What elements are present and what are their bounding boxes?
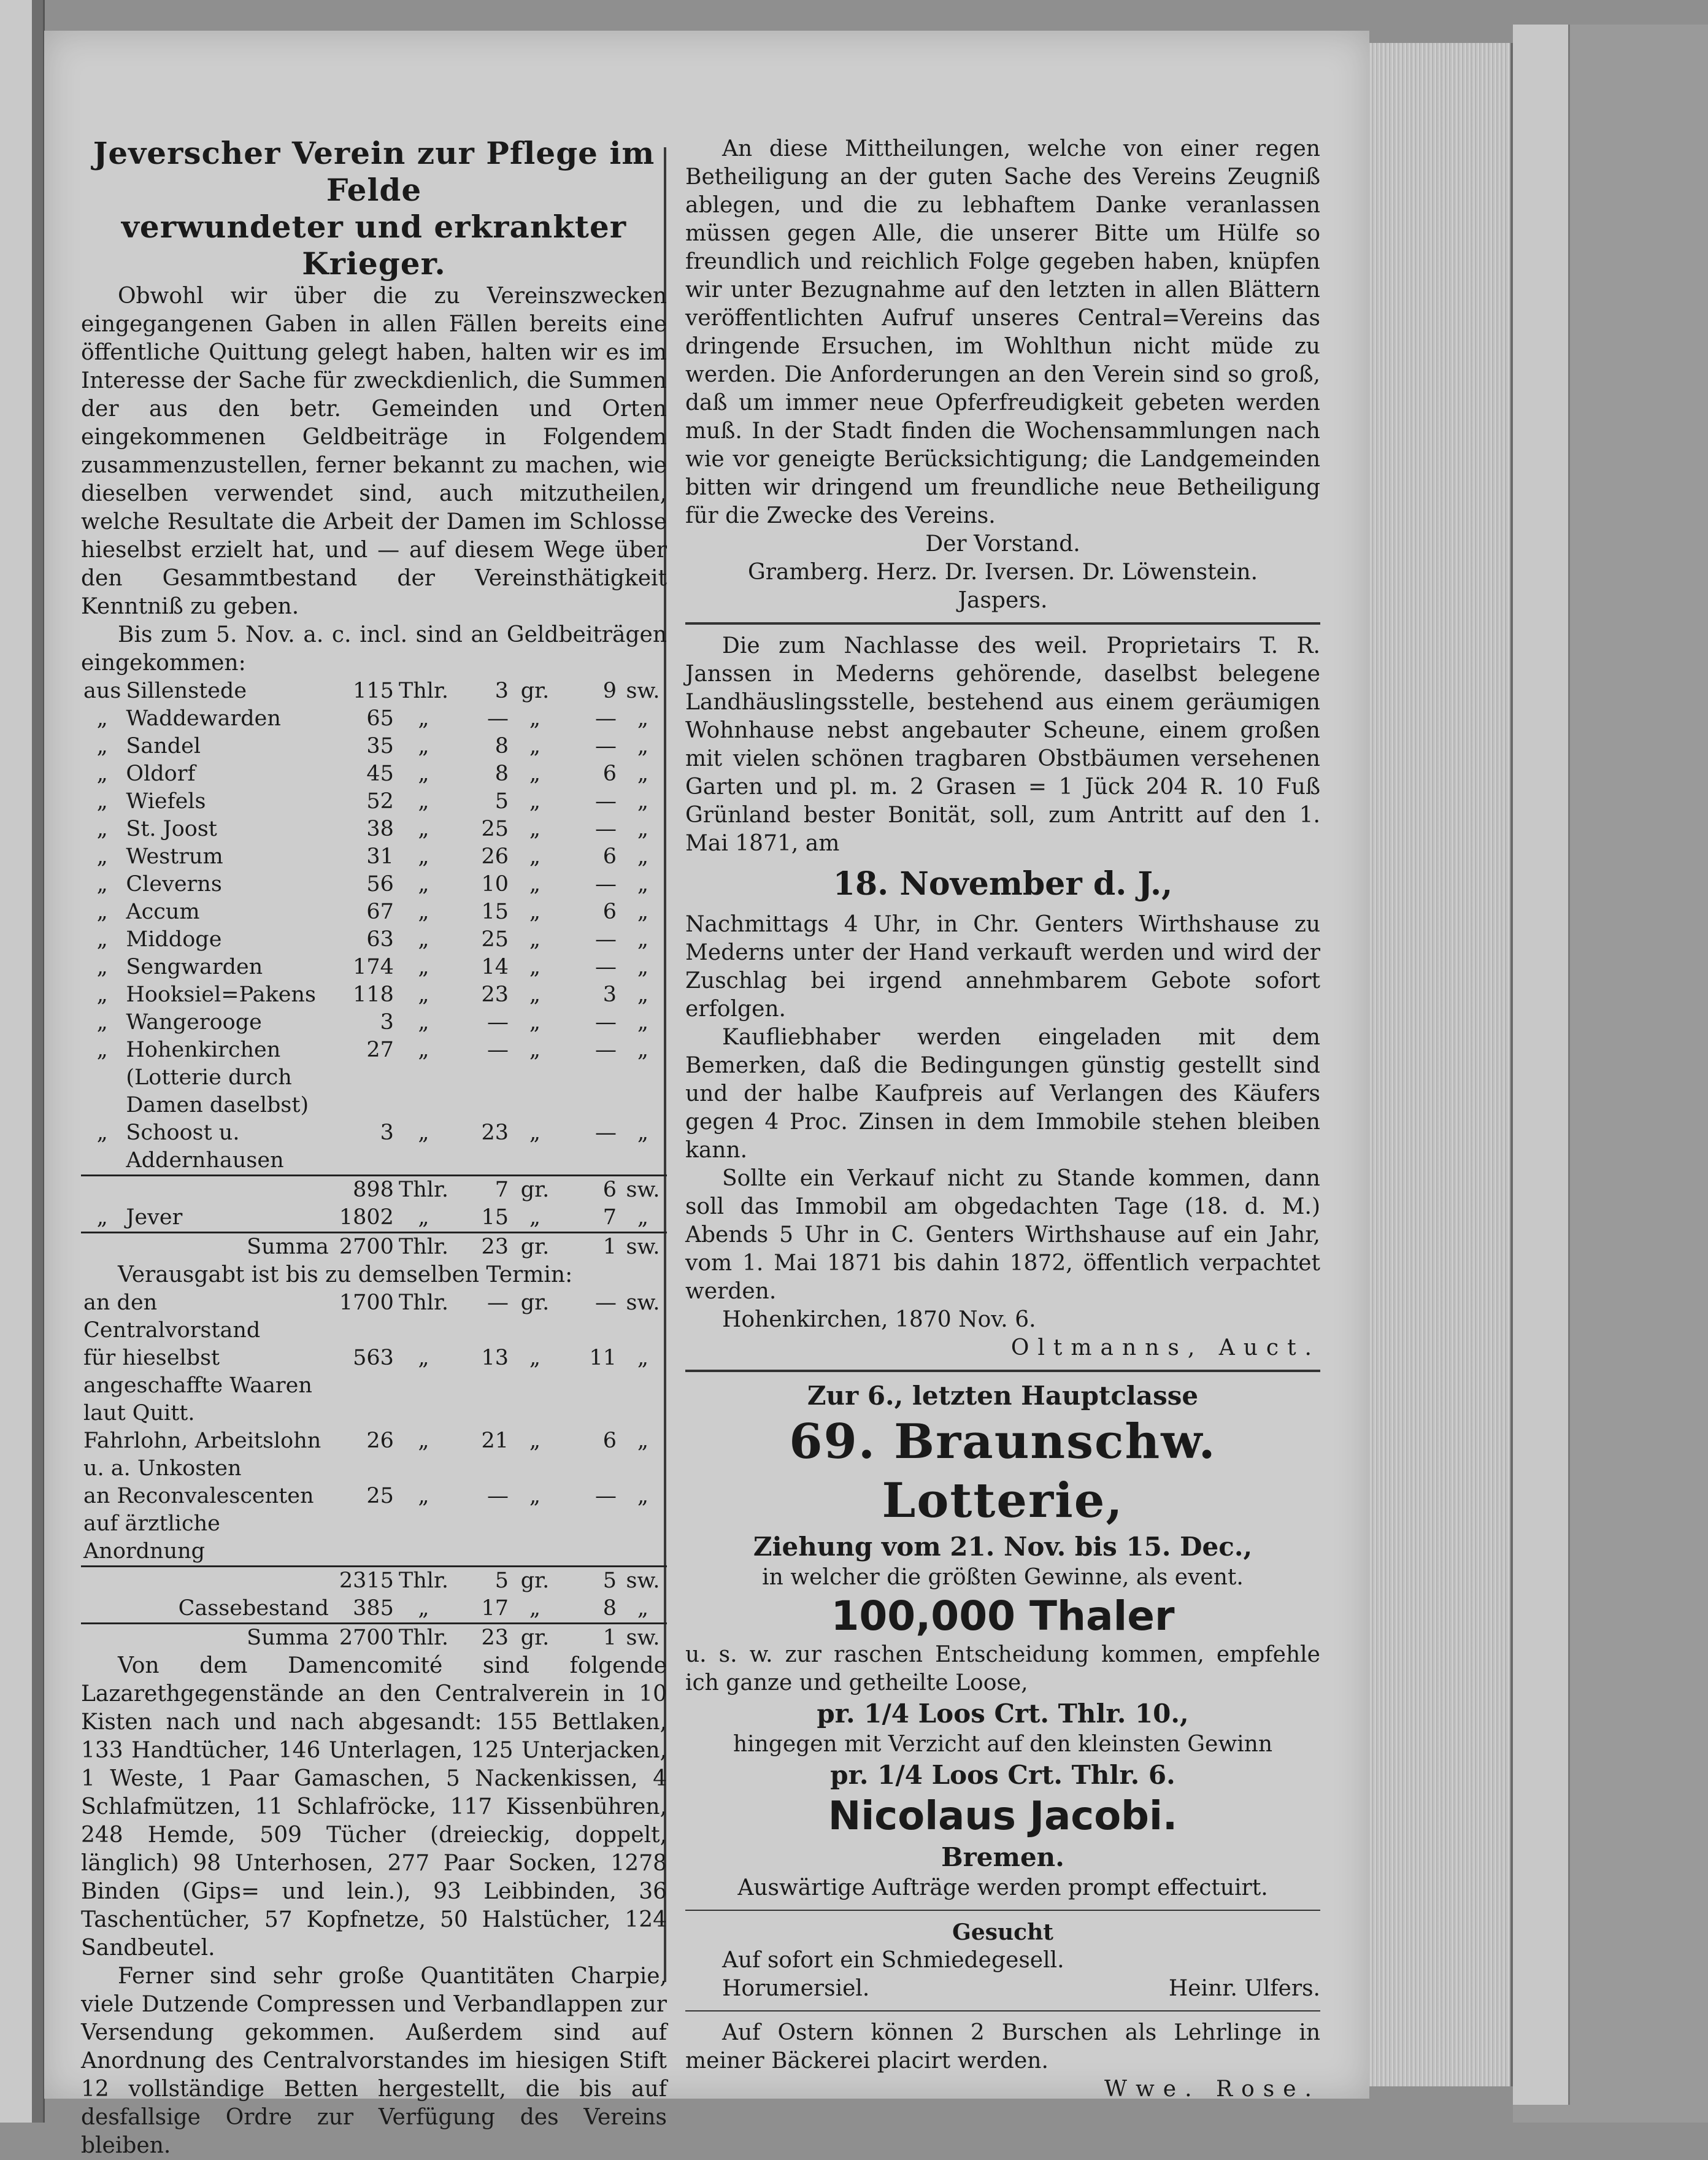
ditto-mark: „ [96, 872, 108, 897]
groschen-amount: 23 [481, 982, 509, 1007]
thaler-amount: 27 [366, 1038, 394, 1062]
thaler-unit: „ [418, 927, 429, 952]
schwaren-unit: „ [637, 734, 649, 758]
place-name: Accum [126, 900, 200, 924]
previous-page-edge [0, 0, 45, 2123]
groschen-unit: „ [529, 927, 541, 952]
divider [685, 622, 1320, 625]
income-row [81, 705, 667, 733]
thaler-amount: 38 [366, 817, 394, 841]
ditto-mark: „ [96, 762, 108, 786]
thaler-amount: 3 [380, 1120, 394, 1145]
place-name: Oldorf [126, 762, 196, 786]
groschen-unit: „ [529, 762, 541, 786]
thaler-amount: 63 [366, 927, 394, 952]
thaler-amount: 1700 [339, 1290, 394, 1315]
schwaren-amount: 6 [602, 900, 617, 924]
groschen-unit: „ [529, 1484, 541, 1508]
thaler-unit: „ [418, 1038, 429, 1062]
lottery-text-2: hingegen mit Verzicht auf den kleinsten Gewinn [733, 1732, 1273, 1757]
groschen-unit: „ [529, 817, 541, 841]
expense-row [81, 1344, 667, 1427]
place-name: Wiefels [126, 789, 206, 814]
thaler-unit: „ [418, 872, 429, 897]
article-headline-line-2: verwundeter und erkrankter Krieger. [121, 209, 627, 282]
thaler-unit: „ [418, 1484, 429, 1508]
schwaren-unit: „ [637, 927, 649, 952]
ditto-mark: „ [96, 955, 108, 979]
thaler-amount: 65 [366, 706, 394, 731]
income-subtotal-row: 898 Thlr. 7 gr. 6 sw. [81, 1176, 667, 1205]
place-name: Sillenstede [126, 679, 247, 703]
schwaren-amount: — [595, 1290, 617, 1315]
place-name: Hohenkirchen (Lotterie durch Damen daselbst) [126, 1038, 309, 1117]
expense-sum-row: 2315 Thlr. 5 gr. 5 sw. [81, 1567, 667, 1595]
sale-place-date: Hohenkirchen, 1870 Nov. 6. [722, 1307, 1036, 1332]
groschen-amount: 10 [481, 872, 509, 897]
wanted-place-name: Horumersiel. [722, 1976, 870, 2001]
schwaren-amount: — [595, 734, 617, 758]
income-row [81, 1036, 667, 1119]
expense-row [81, 1289, 667, 1344]
schwaren-amount: — [595, 955, 617, 979]
cash-balance-row: Cassebestand 385 „ 17 „ 8 „ [178, 1596, 649, 1621]
place-name: Wangerooge [126, 1010, 262, 1035]
book-cover [1513, 25, 1708, 2123]
groschen-unit: „ [529, 982, 541, 1007]
income-row [81, 981, 667, 1009]
lottery-city: Bremen. [941, 1842, 1064, 1872]
groschen-amount: 5 [494, 789, 509, 814]
lottery-prize: 100,000 Thaler [831, 1592, 1175, 1640]
income-row [81, 677, 667, 705]
jever-row: „ Jever 1802 „ 15 „ 7 „ [96, 1205, 649, 1230]
thaler-amount: 45 [366, 762, 394, 786]
groschen-unit: gr. [520, 679, 550, 703]
ditto-mark: „ [96, 706, 108, 731]
schwaren-unit: sw. [626, 1290, 660, 1315]
groschen-unit: „ [529, 789, 541, 814]
thaler-amount: 52 [366, 789, 394, 814]
wanted-text: Auf sofort ein Schmiedegesell. [722, 1948, 1064, 1973]
place-name: Hooksiel=Pakens [126, 982, 316, 1007]
schwaren-amount: — [595, 927, 617, 952]
lottery-note: Auswärtige Aufträge werden prompt effectuirt. [737, 1875, 1268, 1900]
groschen-unit: „ [529, 955, 541, 979]
schwaren-amount: — [595, 789, 617, 814]
expense-name: an Reconvalescenten auf ärztliche Anordnung [83, 1484, 314, 1564]
schwaren-unit: „ [637, 762, 649, 786]
groschen-amount: 14 [481, 955, 509, 979]
thaler-unit: Thlr. [398, 1290, 448, 1315]
thaler-unit: „ [418, 734, 429, 758]
lottery-heading: Zur 6., letzten Hauptclasse [807, 1381, 1199, 1411]
thaler-amount: 115 [353, 679, 394, 703]
income-row [81, 926, 667, 954]
schwaren-unit: „ [637, 706, 649, 731]
thaler-amount: 31 [366, 844, 394, 869]
page-block-edges [1369, 43, 1513, 2086]
groschen-unit: „ [529, 844, 541, 869]
spent-intro: Verausgabt ist bis zu demselben Termin: [118, 1262, 573, 1287]
groschen-unit: „ [529, 1120, 541, 1145]
schwaren-unit: „ [637, 1346, 649, 1370]
groschen-unit: „ [529, 734, 541, 758]
schwaren-amount: 3 [602, 982, 617, 1007]
intro-paragraph: Obwohl wir über die zu Vereinszwecken eingegangenen Gaben in allen Fällen bereits eine öffentliche Quittung gelegt haben, halten wir es im Interesse der Sache für zweckdienlich, die Summen der aus den betr. Gemeinden und Orten eingekommenen Geldbeiträge in Folgendem zusammenzustellen, ferner bekannt zu machen, wie dieselben verwendet sind, auch mitzutheilen, welche Resultate die Arbeit der Damen im Schlosse hieselbst erzielt hat, und — auf diesem Wege über den Gesammtbestand der Vereinsthätigkeit Kenntniß zu geben. [81, 284, 667, 619]
schwaren-amount: — [595, 706, 617, 731]
ditto-mark: „ [96, 817, 108, 841]
cover-board [1513, 25, 1570, 2105]
thaler-unit: „ [418, 706, 429, 731]
income-row [81, 733, 667, 760]
schwaren-amount: 6 [602, 762, 617, 786]
groschen-amount: — [487, 1038, 509, 1062]
groschen-unit: gr. [520, 1290, 550, 1315]
thaler-amount: 56 [366, 872, 394, 897]
ditto-mark: aus [83, 679, 121, 703]
schwaren-amount: 9 [602, 679, 617, 703]
sale-paragraph: Die zum Nachlasse des weil. Proprietairs T. R. Janssen in Mederns gehörende, daselbst belegene Landhäuslingsstelle, bestehend aus einem geräumigen Wohnhause nebst angebauter Scheune, einem großen mit vielen schönen tragbaren Obstbäumen versehenen Garten und pl. m. 2 Grasen = 1 Jück 204 R. 10 Fuß Grünland bester Bonität, soll, zum Antritt auf den 1. Mai 1871, am [685, 633, 1320, 856]
thaler-amount: 26 [366, 1429, 394, 1453]
income-total-row: Summa 2700 Thlr. 23 gr. 1 sw. [81, 1233, 667, 1262]
groschen-unit: „ [529, 706, 541, 731]
place-name: Sengwarden [126, 955, 263, 979]
divider [685, 2010, 1320, 2012]
groschen-unit: „ [529, 1346, 541, 1370]
schwaren-amount: — [595, 872, 617, 897]
income-row [81, 871, 667, 898]
groschen-amount: — [487, 1484, 509, 1508]
thaler-unit: „ [418, 1010, 429, 1035]
expense-total-row: Summa 2700 Thlr. 23 gr. 1 sw. [81, 1624, 667, 1653]
expense-name: Fahrlohn, Arbeitslohn u. a. Unkosten [83, 1429, 321, 1481]
schwaren-unit: sw. [626, 679, 660, 703]
place-name: Westrum [126, 844, 223, 869]
lottery-price-2: pr. 1/4 Loos Crt. Thlr. 6. [830, 1760, 1175, 1790]
baker-ad: Auf Ostern können 2 Burschen als Lehrlinge in meiner Bäckerei placirt werden. [685, 2020, 1320, 2073]
groschen-unit: „ [529, 872, 541, 897]
wanted-signature: Heinr. Ulfers. [1168, 1976, 1320, 2001]
lottery-text: u. s. w. zur raschen Entscheidung kommen, empfehle ich ganze und getheilte Loose, [685, 1642, 1320, 1695]
ditto-mark: „ [96, 1120, 108, 1145]
thaler-unit: „ [418, 982, 429, 1007]
thaler-amount: 3 [380, 1010, 394, 1035]
thaler-amount: 563 [353, 1346, 394, 1370]
schwaren-amount: 6 [602, 1429, 617, 1453]
schwaren-amount: — [595, 1010, 617, 1035]
board-names: Gramberg. Herz. Dr. Iversen. Dr. Löwenstein. [747, 560, 1258, 585]
schwaren-unit: „ [637, 900, 649, 924]
lottery-draw-dates: Ziehung vom 21. Nov. bis 15. Dec., [753, 1532, 1253, 1562]
thaler-amount: 35 [366, 734, 394, 758]
groschen-amount: 13 [481, 1346, 509, 1370]
expense-name: für hieselbst angeschaffte Waaren laut Quitt. [83, 1346, 312, 1425]
lottery-firm: Nicolaus Jacobi. [828, 1794, 1178, 1839]
income-row [81, 788, 667, 816]
schwaren-unit: „ [637, 1484, 649, 1508]
ditto-mark: „ [96, 982, 108, 1007]
board-title: Der Vorstand. [925, 531, 1080, 557]
ditto-mark: „ [96, 844, 108, 869]
lottery-price-1: pr. 1/4 Loos Crt. Thlr. 10., [817, 1699, 1189, 1729]
schwaren-amount: — [595, 1484, 617, 1508]
sale-paragraph-3: Kaufliebhaber werden eingeladen mit dem Bemerken, daß die Bedingungen günstig gestellt sind und der halbe Kaufpreis auf Verlangen des Käufers gegen 4 Proc. Zinsen in dem Immobile stehen bleiben kann. [685, 1025, 1320, 1163]
groschen-amount: 26 [481, 844, 509, 869]
schwaren-unit: „ [637, 789, 649, 814]
groschen-amount: 23 [481, 1120, 509, 1145]
schwaren-amount: 11 [589, 1346, 617, 1370]
income-row [81, 760, 667, 788]
expense-row [81, 1483, 667, 1567]
thaler-unit: „ [418, 1346, 429, 1370]
groschen-amount: — [487, 706, 509, 731]
lottery-draw-note: in welcher die größten Gewinne, als event. [762, 1565, 1244, 1590]
appeal-paragraph: An diese Mittheilungen, welche von einer regen Betheiligung an der guten Sache des Vereins Zeugniß ablegen, und die zu lebhaftem Danke veranlassen müssen gegen Alle, die unserer Bitte um Hülfe so freundlich und reichlich Folge gegeben haben, knüpfen wir unter Bezugnahme auf den letzten in allen Blättern veröffentlichten Aufruf unseres Central=Vereins das dringende Ersuchen, im Wohlthun nicht müde zu werden. Die Anforderungen an den Verein sind so groß, daß um immer neue Opferfreudigkeit gebeten werden muß. In der Stadt finden die Wochensammlungen nach wie vor geneigte Berücksichtigung; die Landgemeinden bitten wir dringend um freundliche neue Betheiligung für die Zwecke des Vereins. [685, 136, 1320, 528]
schwaren-unit: „ [637, 1429, 649, 1453]
baker-signature: Wwe. Rose. [1104, 2077, 1320, 2102]
thaler-amount: 67 [366, 900, 394, 924]
book-gutter [32, 0, 43, 2123]
groschen-amount: 25 [481, 817, 509, 841]
wanted-place [685, 1975, 1320, 2003]
thaler-amount: 118 [353, 982, 394, 1007]
divider [685, 1910, 1320, 1911]
groschen-amount: 8 [494, 762, 509, 786]
thaler-amount: 25 [366, 1484, 394, 1508]
schwaren-unit: „ [637, 1010, 649, 1035]
groschen-unit: „ [529, 900, 541, 924]
schwaren-unit: „ [637, 982, 649, 1007]
ditto-mark: „ [96, 900, 108, 924]
groschen-amount: — [487, 1290, 509, 1315]
ditto-mark: „ [96, 1038, 108, 1062]
expense-table [81, 1289, 667, 1652]
thaler-unit: „ [418, 789, 429, 814]
groschen-amount: — [487, 1010, 509, 1035]
schwaren-unit: „ [637, 817, 649, 841]
schwaren-amount: — [595, 1038, 617, 1062]
groschen-amount: 15 [481, 900, 509, 924]
lottery-title: 69. Braunschw. Lotterie, [789, 1414, 1217, 1529]
place-name: Middoge [126, 927, 222, 952]
place-name: Schoost u. Addernhausen [126, 1120, 284, 1173]
ditto-mark: „ [96, 734, 108, 758]
further-paragraph: Ferner sind sehr große Quantitäten Charpie, viele Dutzende Compressen und Verbandlappen zur Versendung gekommen. Außerdem sind auf Anordnung des Centralvorstandes im hiesigen Stift 12 vollständige Betten hergestellt, die bis auf desfallsige Ordre zur Verfügung des Vereins bleiben. [81, 1964, 667, 2158]
board-names-2: Jaspers. [958, 588, 1048, 613]
income-row [81, 816, 667, 843]
income-row [81, 1119, 667, 1176]
ditto-mark: „ [96, 927, 108, 952]
thaler-unit: „ [418, 955, 429, 979]
groschen-unit: „ [529, 1010, 541, 1035]
schwaren-amount: 6 [602, 844, 617, 869]
expense-name: an den Centralvorstand [83, 1290, 261, 1343]
place-name: St. Joost [126, 817, 217, 841]
thaler-unit: „ [418, 817, 429, 841]
place-name: Sandel [126, 734, 201, 758]
thaler-unit: „ [418, 900, 429, 924]
groschen-unit: „ [529, 1429, 541, 1453]
income-row [81, 1009, 667, 1036]
groschen-amount: 25 [481, 927, 509, 952]
sale-date: 18. November d. J., [833, 865, 1173, 903]
place-name: Cleverns [126, 872, 222, 897]
thaler-unit: „ [418, 844, 429, 869]
income-row [81, 954, 667, 981]
thaler-unit: „ [418, 1429, 429, 1453]
schwaren-unit: „ [637, 1038, 649, 1062]
article-headline-line-1: Jeverscher Verein zur Pflege im Felde [93, 135, 655, 208]
sale-paragraph-4: Sollte ein Verkauf nicht zu Stande kommen, dann soll das Immobil am obgedachten Tage (18. d. M.) Abends 5 Uhr in C. Genters Wirthshause auf ein Jahr, vom 1. Mai 1871 bis dahin 1872, öffentlich verpachtet werden. [685, 1166, 1320, 1304]
schwaren-unit: „ [637, 1120, 649, 1145]
schwaren-unit: „ [637, 955, 649, 979]
expense-row [81, 1427, 667, 1483]
schwaren-amount: — [595, 1120, 617, 1145]
ditto-mark: „ [96, 789, 108, 814]
income-table [81, 677, 667, 1261]
sale-paragraph-2: Nachmittags 4 Uhr, in Chr. Genters Wirthshause zu Mederns unter der Hand verkauft werden und wird der Zuschlag bei irgend annehmbarem Gebote sofort erfolgen. [685, 912, 1320, 1022]
ladies-committee-paragraph: Von dem Damencomité sind folgende Lazarethgegenstände an den Centralverein in 10 Kisten nach und nach abgesandt: 155 Bettlaken, 133 Handtücher, 146 Unterlagen, 125 Unterjacken, 1 Weste, 1 Paar Gamaschen, 5 Nackenkissen, 4 Schlafmützen, 11 Schlafröcke, 117 Kissenbühren, 248 Hemde, 509 Tücher (dreieckig, doppelt, länglich) 98 Unterhosen, 277 Paar Socken, 1278 Binden (Gips= und lein.), 93 Leibbinden, 36 Taschentücher, 57 Kopfnetze, 50 Halstücher, 124 Sandbeutel. [81, 1653, 667, 1961]
income-row [81, 843, 667, 871]
groschen-unit: „ [529, 1038, 541, 1062]
thaler-amount: 174 [353, 955, 394, 979]
groschen-amount: 8 [494, 734, 509, 758]
income-intro: Bis zum 5. Nov. a. c. incl. sind an Geldbeiträgen eingekommen: [81, 622, 667, 676]
left-column [81, 135, 667, 2160]
schwaren-unit: „ [637, 844, 649, 869]
right-column [685, 135, 1320, 2104]
thaler-unit: „ [418, 1120, 429, 1145]
sale-signature: Oltmanns, Auct. [1010, 1335, 1320, 1360]
newspaper-page [44, 31, 1369, 2158]
schwaren-amount: — [595, 817, 617, 841]
divider [685, 1370, 1320, 1372]
groschen-amount: 21 [481, 1429, 509, 1453]
income-row [81, 898, 667, 926]
thaler-unit: Thlr. [398, 679, 448, 703]
wanted-title: Gesucht [952, 1919, 1053, 1945]
ditto-mark: „ [96, 1010, 108, 1035]
groschen-amount: 3 [494, 679, 509, 703]
schwaren-unit: „ [637, 872, 649, 897]
thaler-unit: „ [418, 762, 429, 786]
place-name: Waddewarden [126, 706, 281, 731]
